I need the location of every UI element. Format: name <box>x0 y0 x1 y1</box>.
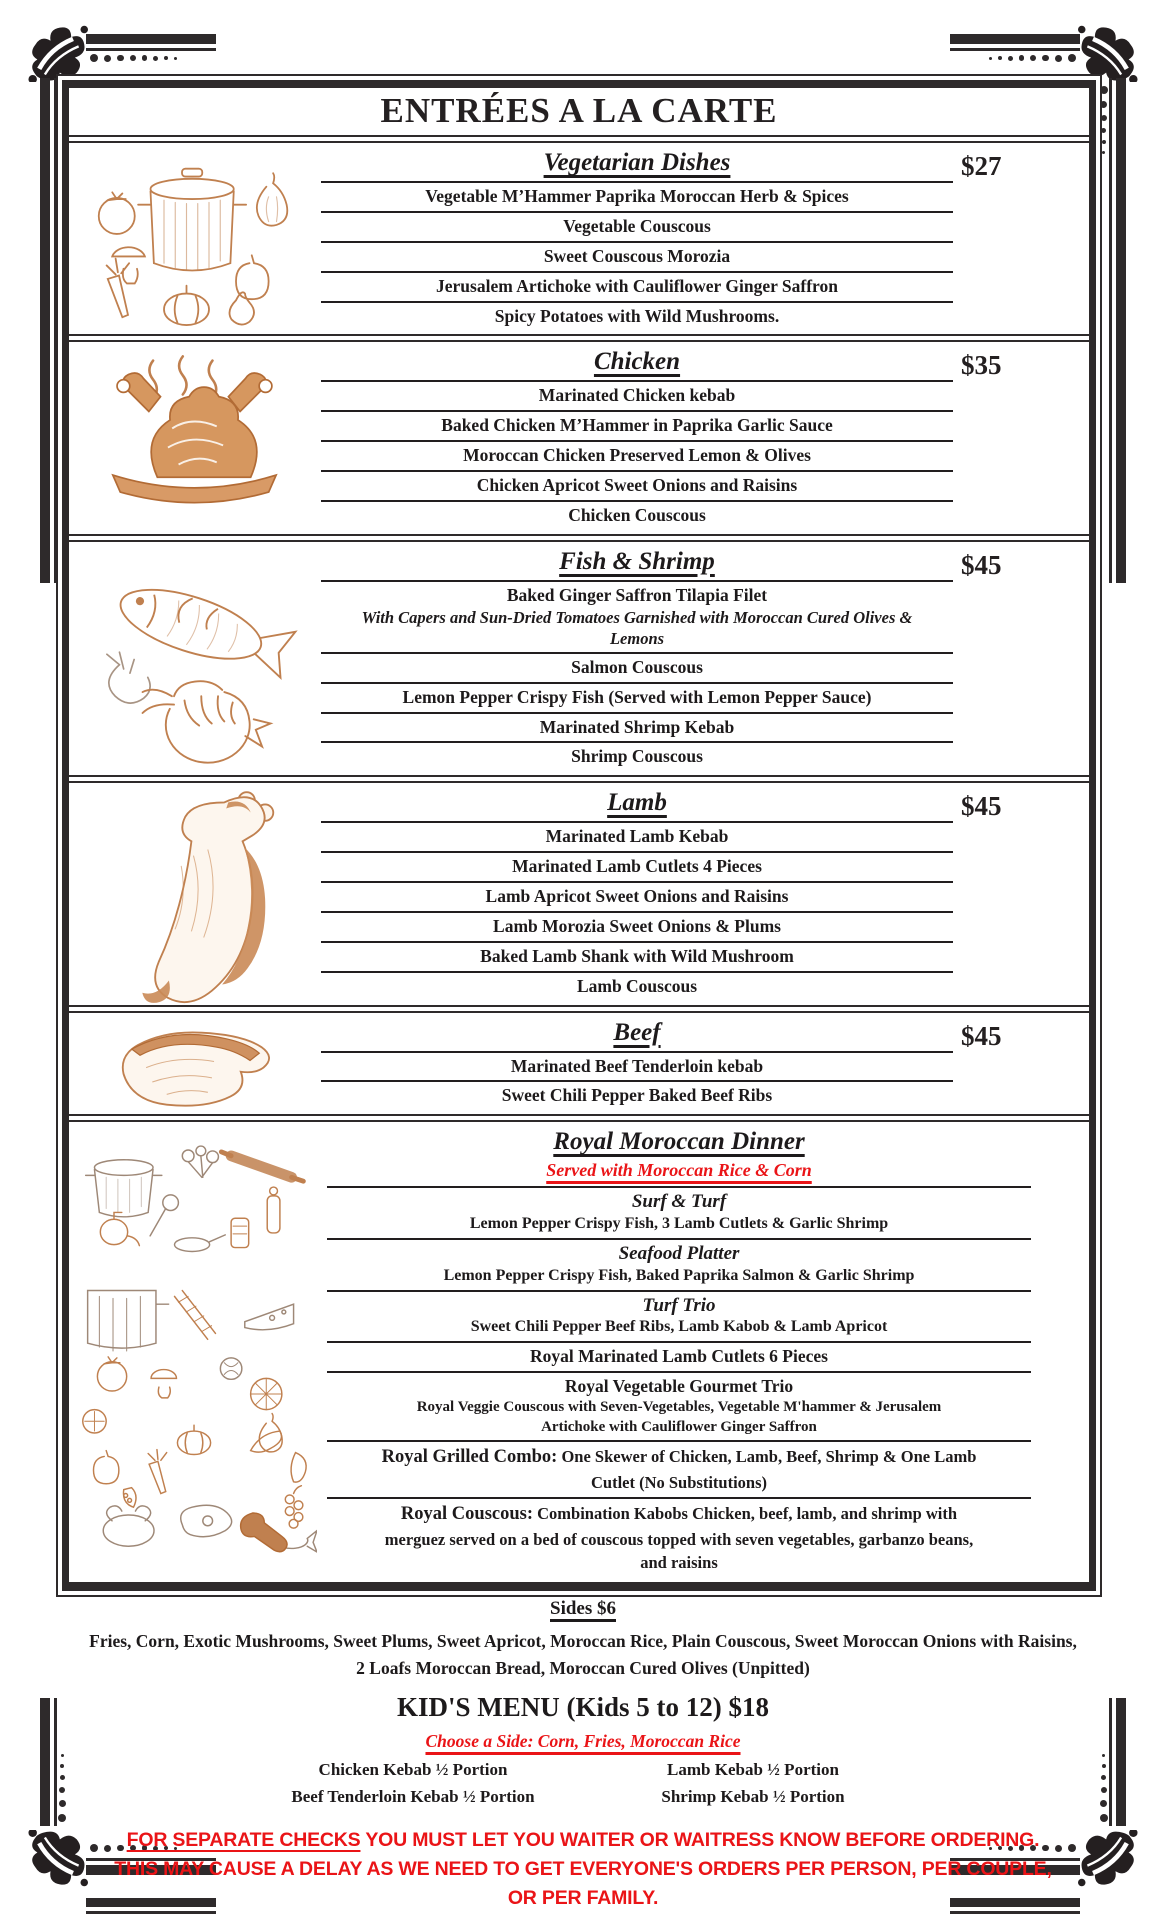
decor-horizontal-bar <box>86 48 216 51</box>
menu-item <box>321 243 953 271</box>
section-price: $35 <box>961 350 1002 381</box>
menu-item <box>321 303 953 331</box>
item-title: Chicken Couscous <box>568 504 706 525</box>
decor-dot <box>1103 151 1106 154</box>
fish-shrimp-illustration <box>73 551 317 766</box>
item-title: Marinated Beef Tenderloin kebab <box>510 1055 764 1076</box>
item-title: Lamb Apricot Sweet Onions and Raisins <box>485 886 789 907</box>
item-description: Lemon Pepper Crispy Fish, 3 Lamb Cutlets & Garlic Shrimp <box>469 1215 889 1233</box>
menu-item <box>321 883 953 911</box>
decor-dot <box>1102 128 1107 133</box>
section-title: Lamb <box>607 789 667 817</box>
item-title: Marinated Shrimp Kebab <box>539 716 735 737</box>
decor-vertical-bar <box>1116 78 1126 583</box>
menu-item <box>321 943 953 971</box>
menu-item <box>321 502 953 530</box>
decor-dot <box>153 56 158 61</box>
section-price: $45 <box>961 791 1002 822</box>
menu-title-box <box>69 88 1089 135</box>
item-title: Marinated Lamb Kebab <box>545 826 729 847</box>
decor-dot <box>1068 54 1076 62</box>
item-title: Vegetable M’Hammer Paprika Moroccan Herb & Spices <box>425 186 849 206</box>
menu-item <box>321 472 953 500</box>
menu-item <box>321 412 953 440</box>
menu-item <box>321 823 953 851</box>
corner-ornament-icon <box>28 1830 88 1890</box>
item-title: Lamb Couscous <box>576 975 698 996</box>
vegetables-illustration <box>73 146 317 332</box>
sides-section <box>63 1598 1103 1682</box>
kids-items-grid <box>243 1760 923 1807</box>
menu-item <box>321 1082 953 1110</box>
section-lamb <box>69 783 1089 1004</box>
decor-dot <box>90 54 98 62</box>
section-title: Fish & Shrimp <box>559 547 715 575</box>
decor-dot <box>130 55 136 61</box>
item-title: Marinated Lamb Cutlets 4 Pieces <box>512 856 762 877</box>
item-title-with-description <box>379 1445 979 1494</box>
section-divider <box>69 1114 1089 1122</box>
section-title: Chicken <box>593 348 681 376</box>
menu-item <box>327 1188 1031 1238</box>
menu-item <box>321 913 953 941</box>
beef-ribs-illustration <box>73 1014 317 1112</box>
page-title: ENTRÉES A LA CARTE <box>380 91 778 130</box>
item-description: With Capers and Sun-Dried Tomatoes Garnished with Moroccan Cured Olives & Lemons <box>361 607 913 648</box>
menu-item <box>321 1053 953 1081</box>
corner-ornament-icon <box>1078 1830 1138 1890</box>
menu-item <box>321 973 953 1001</box>
decor-vertical-bar <box>40 1698 50 1826</box>
corner-ornament-icon <box>1078 22 1138 82</box>
section-divider <box>69 775 1089 783</box>
sides-list: Fries, Corn, Exotic Mushrooms, Sweet Plums, Sweet Apricot, Moroccan Rice, Plain Couscous, Sweet Moroccan Onions with Raisins, 2 Loafs Moroccan Bread, Moroccan Cured Olives (Unpitted) <box>89 1631 1077 1679</box>
decor-dot <box>989 57 992 60</box>
menu-item <box>327 1499 1031 1577</box>
kids-menu-title: KID'S MENU (Kids 5 to 12) $18 <box>396 1692 769 1722</box>
item-title: Sweet Couscous Morozia <box>543 245 731 266</box>
menu-item <box>327 1442 1031 1497</box>
section-title: Beef <box>613 1018 661 1046</box>
decor-dot <box>1031 55 1037 61</box>
decor-dot <box>1008 56 1013 61</box>
notice-lead: FOR SEPARATE CHECKS <box>126 1828 361 1851</box>
decor-vertical-bar <box>40 78 50 583</box>
kids-menu-item: Shrimp Kebab ½ Portion <box>661 1787 845 1806</box>
menu-item <box>327 1343 1031 1371</box>
item-title: Moroccan Chicken Preserved Lemon & Olives <box>463 445 811 466</box>
section-fish-shrimp <box>69 542 1089 776</box>
lamb-leg-illustration <box>73 784 317 1004</box>
menu-frame-inner <box>62 80 1096 1591</box>
section-content <box>321 149 953 330</box>
decor-horizontal-bar <box>950 34 1080 44</box>
section-content <box>321 348 953 529</box>
section-content <box>321 789 953 1000</box>
decor-dot <box>142 55 148 61</box>
decor-dot <box>58 1814 66 1822</box>
corner-ornament-icon <box>28 22 88 82</box>
sections-container <box>69 143 1089 1582</box>
item-description: Combination Kabobs Chicken, beef, lamb, and shrimp with merguez served on a bed of couscous topped with seven vegetables, garbanzo beans, and raisins <box>384 1504 974 1573</box>
menu-item <box>327 1373 1031 1440</box>
notice-rest: YOU MUST LET YOU WAITER OR WAITRESS KNOW BEFORE ORDERING. THIS MAY CAUSE A DELAY AS WE NEED TO GET EVERYONE'S ORDERS PER PERSON, PER COUPLE, OR PER FAMILY. <box>114 1828 1052 1909</box>
kids-side-note: Choose a Side: Corn, Fries, Moroccan Rice <box>425 1731 741 1751</box>
decor-dot <box>1043 55 1050 62</box>
section-vegetarian <box>69 143 1089 334</box>
section-price: $45 <box>961 1020 1002 1051</box>
menu-frame <box>56 74 1102 1597</box>
item-title: Chicken Apricot Sweet Onions and Raisins <box>476 475 798 495</box>
decor-vertical-bar <box>1109 78 1112 583</box>
section-content <box>321 1019 953 1111</box>
section-beef <box>69 1013 1089 1115</box>
sides-title: Sides $6 <box>550 1598 616 1619</box>
decor-dot <box>174 57 177 60</box>
section-royal-moroccan-dinner <box>69 1122 1089 1581</box>
item-title: Royal Grilled Combo: <box>381 1447 558 1468</box>
kids-menu-item: Chicken Kebab ½ Portion <box>318 1760 508 1779</box>
decor-dot <box>164 56 168 60</box>
section-title: Royal Moroccan Dinner <box>553 1128 805 1156</box>
section-content <box>321 548 953 772</box>
section-content <box>327 1128 1031 1577</box>
kids-menu-section <box>63 1692 1103 1807</box>
menu-item <box>327 1292 1031 1342</box>
menu-item <box>321 684 953 712</box>
item-title: Turf Trio <box>642 1294 716 1316</box>
decor-dot <box>1100 1814 1108 1822</box>
section-note: Served with Moroccan Rice & Corn <box>546 1160 812 1181</box>
menu-item <box>321 853 953 881</box>
decor-dots-row <box>90 54 177 62</box>
decor-dots-row <box>989 54 1076 62</box>
separate-checks-notice <box>103 1826 1063 1914</box>
section-divider <box>69 534 1089 542</box>
section-chicken <box>69 342 1089 533</box>
menu-item <box>321 714 953 742</box>
item-title-with-description <box>379 1502 979 1574</box>
item-title: Seafood Platter <box>618 1242 740 1264</box>
decor-dot <box>117 55 124 62</box>
item-title: Sweet Chili Pepper Baked Beef Ribs <box>501 1085 773 1106</box>
item-title: Royal Couscous: <box>400 1504 534 1525</box>
section-price: $45 <box>961 549 1002 580</box>
item-title: Royal Marinated Lamb Cutlets 6 Pieces <box>530 1346 828 1367</box>
item-title: Shrimp Couscous <box>571 746 703 767</box>
section-divider <box>69 1005 1089 1013</box>
roast-chicken-illustration <box>73 354 317 522</box>
item-description: One Skewer of Chicken, Lamb, Beef, Shrimp & One Lamb Cutlet (No Substitutions) <box>557 1447 977 1493</box>
kids-menu-item: Lamb Kebab ½ Portion <box>667 1760 839 1779</box>
decor-dot <box>998 56 1002 60</box>
item-title: Vegetable Couscous <box>563 215 711 236</box>
decor-dot <box>104 55 111 62</box>
section-price: $27 <box>961 151 1002 181</box>
item-title: Baked Chicken M’Hammer in Paprika Garlic Sauce <box>441 415 833 436</box>
menu-item <box>321 654 953 682</box>
menu-item <box>321 743 953 771</box>
item-title: Lemon Pepper Crispy Fish (Served with Lemon Pepper Sauce) <box>402 686 872 707</box>
decor-vertical-bar <box>1116 1698 1126 1826</box>
decor-horizontal-bar <box>86 34 216 44</box>
item-title: Baked Ginger Saffron Tilapia Filet <box>506 584 768 605</box>
decor-dot <box>1019 55 1025 61</box>
decor-dot <box>90 1844 98 1852</box>
section-divider <box>69 135 1089 143</box>
section-divider <box>69 334 1089 342</box>
item-description: Sweet Chili Pepper Beef Ribs, Lamb Kabob & Lamb Apricot <box>470 1318 888 1336</box>
item-title: Jerusalem Artichoke with Cauliflower Ginger Saffron <box>436 275 838 296</box>
decor-vertical-bar <box>54 1698 57 1826</box>
food-collage-illustration <box>73 1140 317 1564</box>
item-title: Surf & Turf <box>631 1191 727 1213</box>
menu-item <box>321 382 953 410</box>
item-description: Royal Veggie Couscous with Seven-Vegetables, Vegetable M'hammer & Jerusalem Artichoke with Cauliflower Ginger Saffron <box>416 1398 942 1435</box>
item-title: Lamb Morozia Sweet Onions & Plums <box>493 915 781 936</box>
decor-dot <box>1055 55 1062 62</box>
decor-horizontal-bar <box>950 48 1080 51</box>
section-title: Vegetarian Dishes <box>543 149 731 176</box>
menu-item <box>321 273 953 301</box>
menu-item <box>327 1240 1031 1290</box>
item-title: Royal Vegetable Gourmet Trio <box>564 1376 794 1396</box>
menu-item <box>321 442 953 470</box>
item-title: Baked Lamb Shank with Wild Mushroom <box>480 945 794 966</box>
item-title: Marinated Chicken kebab <box>538 385 736 406</box>
item-title: Salmon Couscous <box>571 656 703 677</box>
item-title: Spicy Potatoes with Wild Mushrooms. <box>494 305 780 326</box>
decor-dot <box>1102 140 1106 144</box>
decor-dot <box>1068 1844 1076 1852</box>
menu-item <box>321 213 953 241</box>
menu-item <box>321 183 953 211</box>
menu-item <box>321 582 953 652</box>
kids-menu-item: Beef Tenderloin Kebab ½ Portion <box>291 1787 535 1806</box>
item-description: Lemon Pepper Crispy Fish, Baked Paprika Salmon & Garlic Shrimp <box>443 1266 915 1284</box>
decor-vertical-bar <box>1109 1698 1112 1826</box>
